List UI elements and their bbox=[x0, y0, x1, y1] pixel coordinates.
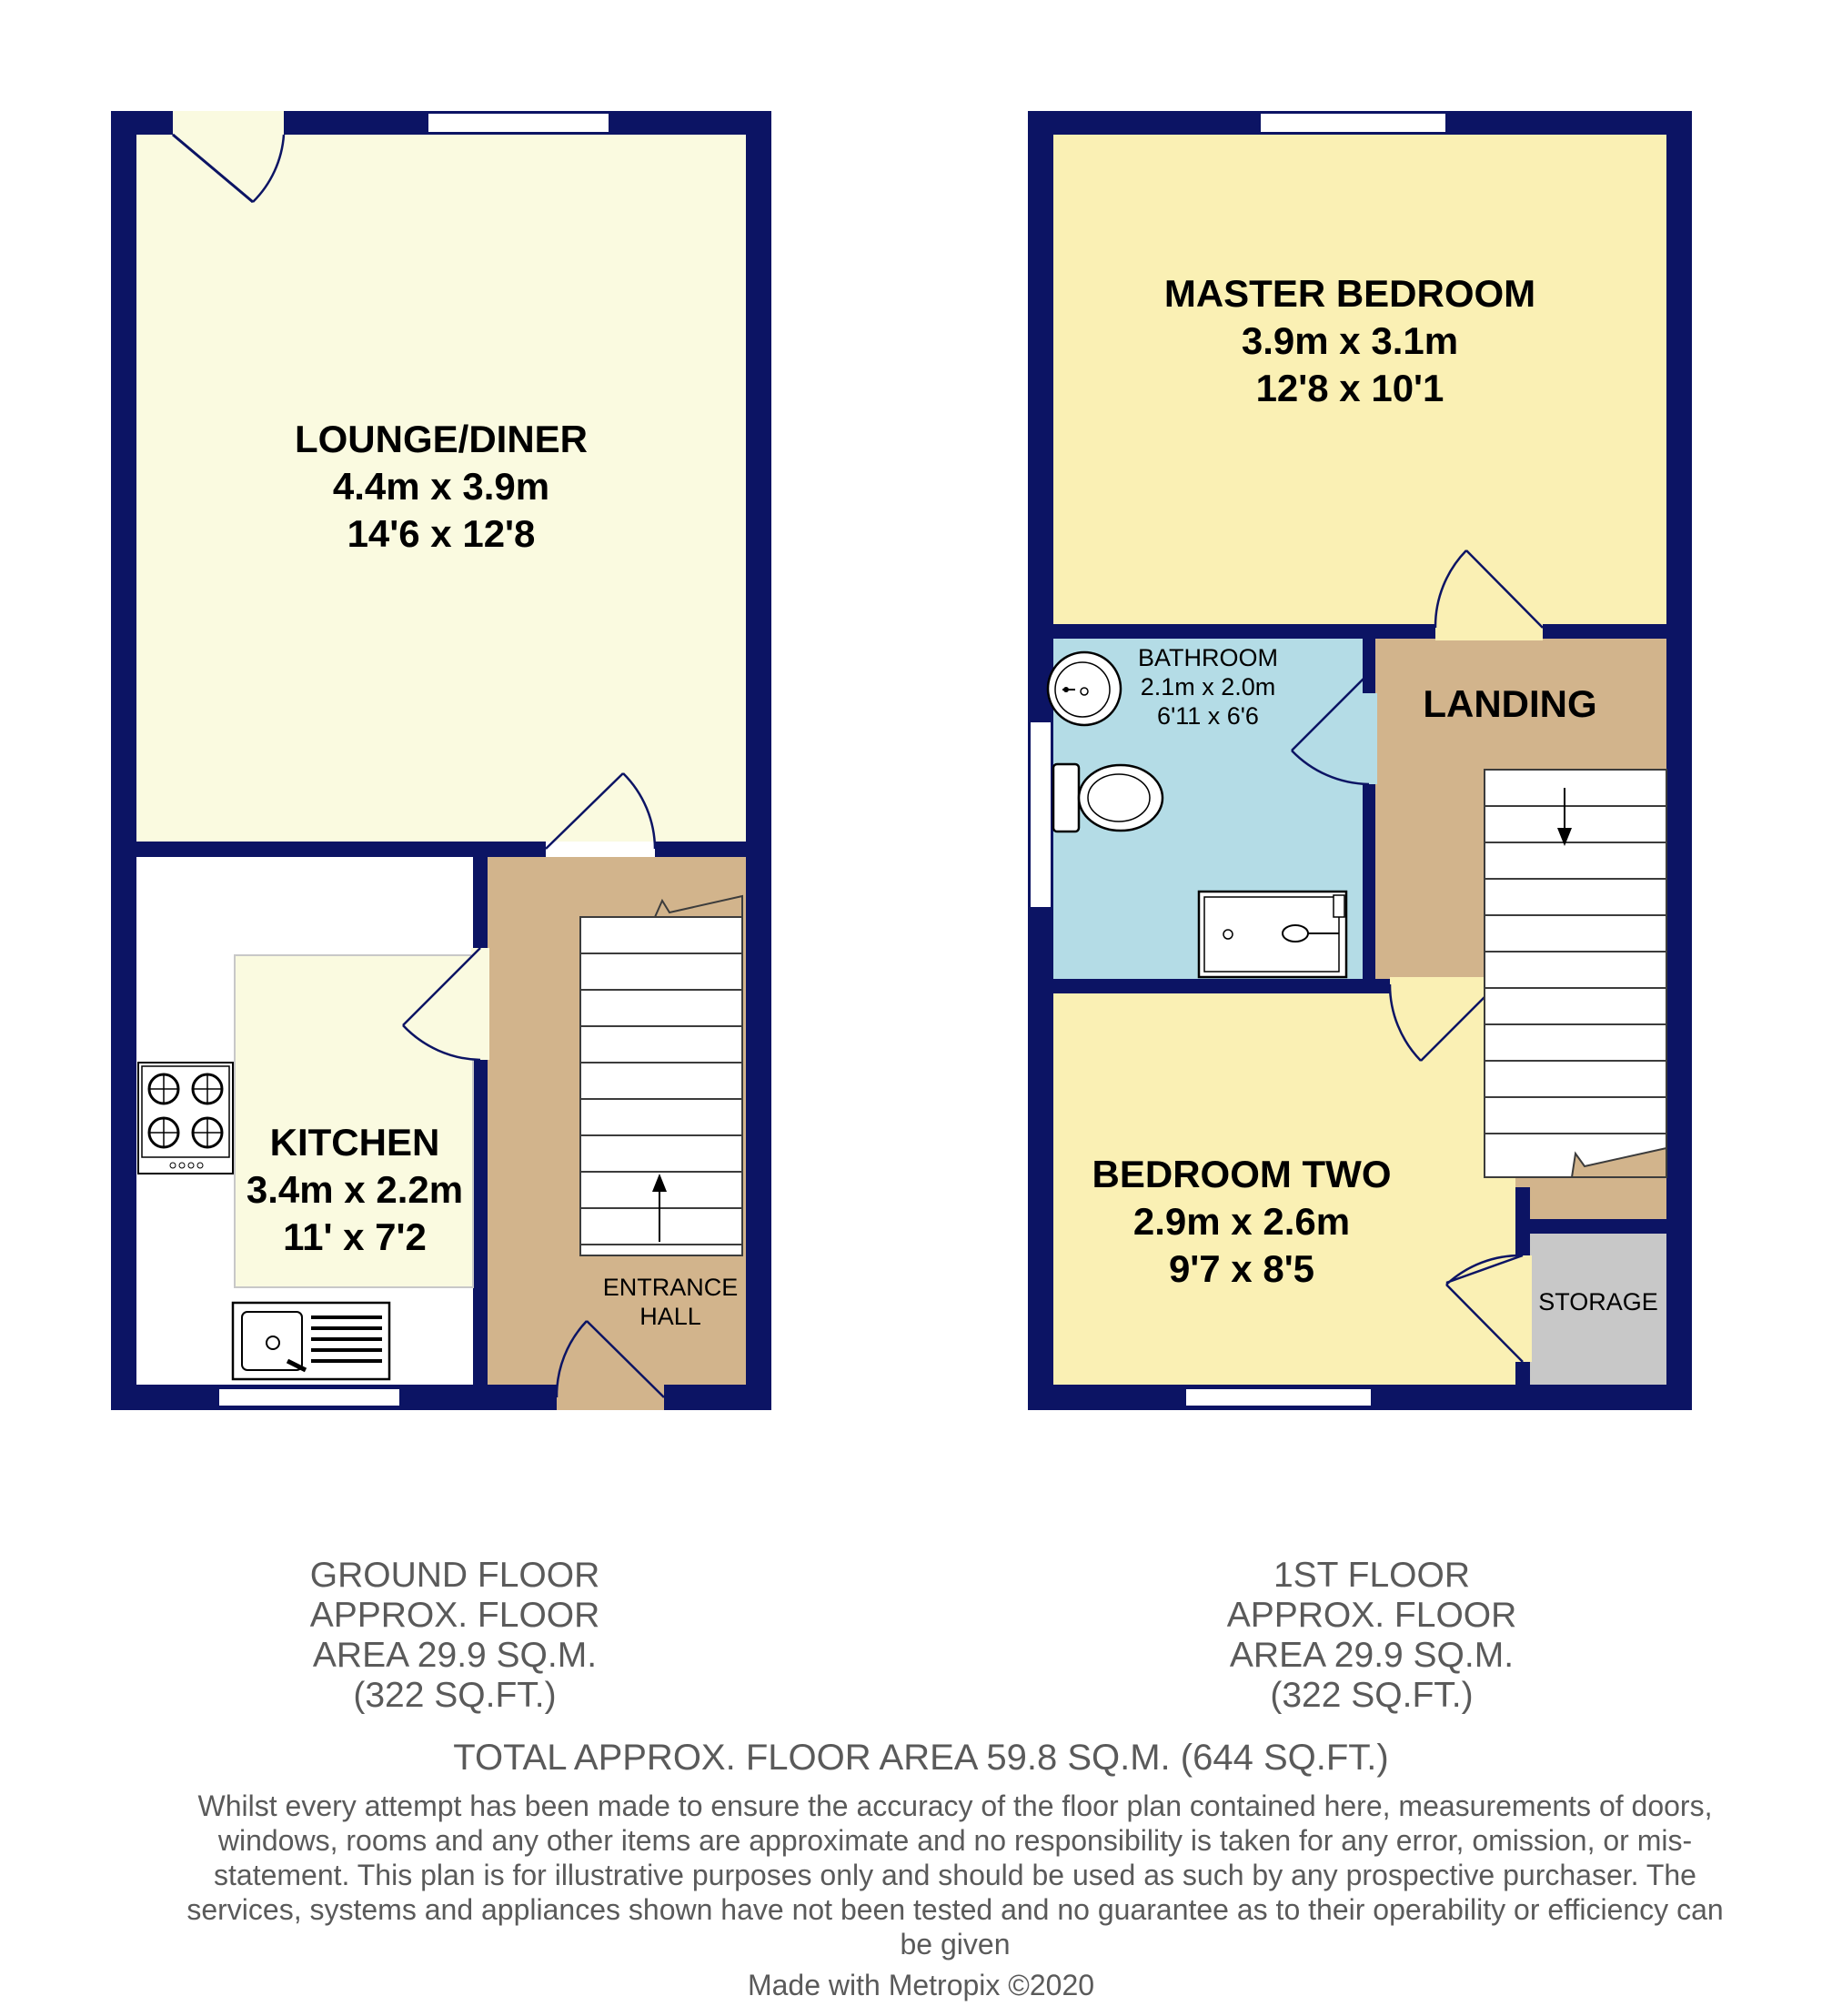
lounge-window bbox=[428, 113, 609, 133]
first-floor-line: 1ST FLOOR bbox=[1273, 1556, 1470, 1595]
lounge-metric-label: 4.4m x 3.9m bbox=[332, 465, 550, 508]
ground-floor-line: (322 SQ.FT.) bbox=[353, 1676, 557, 1715]
basin-fixture bbox=[1048, 652, 1121, 725]
first-floor-line: (322 SQ.FT.) bbox=[1270, 1676, 1474, 1715]
bedroom-two-name-label: BEDROOM TWO bbox=[1092, 1153, 1392, 1195]
ground-floor-line: APPROX. FLOOR bbox=[309, 1596, 600, 1635]
lounge-kitchen-wall bbox=[136, 842, 546, 857]
storage-name-label: STORAGE bbox=[1538, 1288, 1658, 1315]
disclaimer-text: Whilst every attempt has been made to ensure the accuracy of the floor plan contained here, measurements of doors, windows, rooms and any other items are approximate and no responsibility is taken for any error, omission, or mis-statement. This plan is for illustrative purposes only and should be used as such by any prospective purchaser. The services, systems and appliances shown have not been tested and no guarantee as to their operability or efficiency can be given bbox=[186, 1789, 1724, 1961]
bedroom-two-imperial-label: 9'7 x 8'5 bbox=[1168, 1247, 1315, 1290]
first-floor-caption bbox=[1172, 1556, 1572, 1716]
toilet-fixture bbox=[1053, 764, 1163, 832]
landing-name-label: LANDING bbox=[1423, 682, 1597, 725]
master-bath-wall bbox=[1053, 624, 1435, 639]
storage-wall-top bbox=[1515, 1219, 1666, 1234]
first-wall-right bbox=[1666, 111, 1692, 1410]
lounge-name-label: LOUNGE/DINER bbox=[294, 418, 589, 460]
first-staircase bbox=[1485, 770, 1666, 1177]
ground-wall-bottom bbox=[111, 1385, 771, 1410]
ground-floor-caption bbox=[255, 1556, 655, 1716]
bathroom-imperial-label: 6'11 x 6'6 bbox=[1157, 702, 1259, 730]
lounge-imperial-label: 14'6 x 12'8 bbox=[347, 512, 536, 555]
bath-bed2-wall bbox=[1053, 979, 1390, 993]
bath-landing-wall bbox=[1363, 639, 1375, 693]
ground-floor-line: AREA 29.9 SQ.M. bbox=[312, 1636, 598, 1675]
ground-wall-left bbox=[111, 111, 136, 1410]
total-floor-area: TOTAL APPROX. FLOOR AREA 59.8 SQ.M. (644 SQ.FT.) bbox=[453, 1738, 1389, 1778]
ground-floor-plan bbox=[111, 111, 771, 1410]
bathroom-metric-label: 2.1m x 2.0m bbox=[1140, 673, 1276, 701]
ground-floor-line: GROUND FLOOR bbox=[309, 1556, 600, 1595]
bedroom-two-metric-label: 2.9m x 2.6m bbox=[1132, 1200, 1351, 1243]
hall-label-line2: HALL bbox=[639, 1303, 701, 1330]
kitchen-hall-wall-upper bbox=[473, 857, 488, 948]
master-landing-wall bbox=[1543, 624, 1666, 639]
ground-wall-right bbox=[746, 111, 771, 1410]
shower-fixture bbox=[1199, 892, 1346, 977]
first-floor-plan bbox=[1028, 111, 1692, 1410]
bathroom-window bbox=[1030, 721, 1052, 908]
first-floor-line: AREA 29.9 SQ.M. bbox=[1229, 1636, 1515, 1675]
master-window bbox=[1260, 113, 1446, 133]
kitchen-imperial-label: 11' x 7'2 bbox=[283, 1215, 427, 1258]
sink-appliance bbox=[233, 1303, 389, 1379]
master-name-label: MASTER BEDROOM bbox=[1163, 272, 1536, 315]
master-imperial-label: 12'8 x 10'1 bbox=[1255, 367, 1444, 409]
kitchen-hall-wall-lower bbox=[473, 1060, 488, 1385]
credit-text: Made with Metropix ©2020 bbox=[747, 1969, 1095, 2001]
kitchen-window bbox=[218, 1388, 400, 1406]
master-metric-label: 3.9m x 3.1m bbox=[1241, 319, 1459, 362]
bedroom-two-window bbox=[1185, 1388, 1372, 1406]
bath-landing-wall-lower bbox=[1363, 784, 1375, 992]
bathroom-name-label: BATHROOM bbox=[1138, 644, 1278, 671]
kitchen-metric-label: 3.4m x 2.2m bbox=[246, 1168, 464, 1211]
ground-staircase bbox=[580, 896, 742, 1255]
storage-wall-left-lower bbox=[1515, 1362, 1530, 1385]
hall-label-line1: ENTRANCE bbox=[602, 1274, 739, 1301]
hob-appliance bbox=[138, 1063, 233, 1174]
kitchen-name-label: KITCHEN bbox=[269, 1121, 440, 1164]
lounge-hall-wall bbox=[655, 842, 746, 857]
first-floor-line: APPROX. FLOOR bbox=[1226, 1596, 1517, 1635]
